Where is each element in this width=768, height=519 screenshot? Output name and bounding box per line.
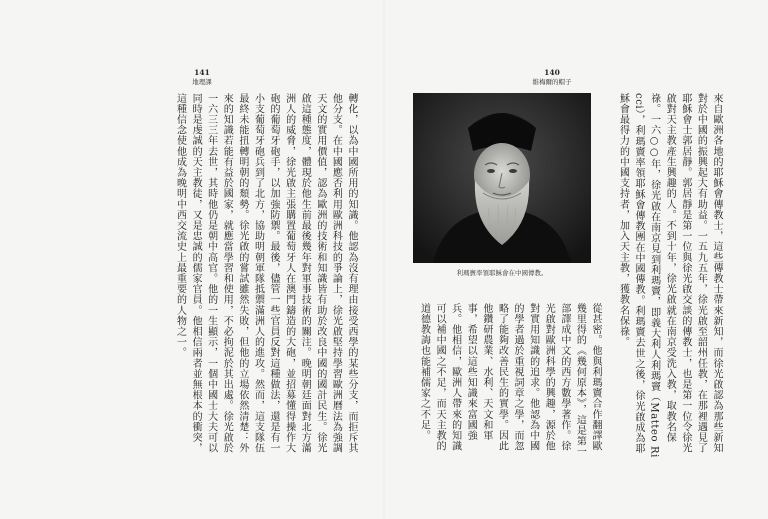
figure-caption: 利瑪竇率領耶穌會在中國傳教。 xyxy=(456,269,548,277)
portrait-illustration xyxy=(413,93,591,263)
right-page xyxy=(385,0,768,519)
right-folio xyxy=(528,68,576,87)
left-folio xyxy=(182,68,222,87)
body-text: 轉化，以為中國所用的知識。他認為沒有理由接受西學的某些分支，而拒斥其他分支。在中國應否利用歐洲科技的爭論上，徐光啟堅持學習歐洲曆法為強調天文的實用價值，認為歐洲的技術和知識皆有助於改良中國的國計民生。徐光啟這種態度，體現於他生前最後幾年對軍事技術的關注。晚明朝廷面對北方滿洲人的威脅，徐光啟主張購置葡萄牙人在澳門鑄造的大砲，並招募懂得操作大砲的葡萄牙砲手，以加強防禦。最後，儘管一些官員反對這種做法，還是有一小支葡萄牙砲兵到了北方，協助明朝軍隊抵禦滿洲人的進攻。然而，這支隊伍最終未能扭轉明朝的頹勢。徐光啟的嘗試雖然失敗，但他的立場依然清楚：外來的知識若能有益於國家，就應當學習和使用，不必拘泥於其出處。徐光啟於一六三三年去世，其時他仍是朝中高官。他的一生顯示，一個中國士大夫可以同時是虔誠的天主教徒，又是忠誠的儒家官員。他相信兩者並無根本的衝突，這種信念使他成為晚明中西交流史上最重要的人物之一。 xyxy=(174,93,357,454)
portrait-figure xyxy=(413,93,591,263)
page-number: 141 xyxy=(194,68,210,77)
page-number: 140 xyxy=(544,68,560,77)
running-head: 地理課 xyxy=(192,78,212,86)
left-page xyxy=(0,0,383,519)
body-text-upper: 來自歐洲各地的耶穌會傳教士，這些傳教士帶來新知，而徐光啟認為那些新知對於中國的振興起大有助益。一五九五年，徐光啟至韶州任教，在那裡遇見了耶穌會士郭居靜。郭居靜是第一位與徐光啟交談的傳教士，也是第一位令徐光啟對天主教產生興趣的人。不到十年，徐光啟就在南京受洗入教，取教名保祿。一六○○年，徐光啟在南京見到利瑪竇，即義大利人利瑪竇（Matteo Ricci），利瑪竇率領耶穌會傳教團在中國傳教。利瑪竇去世之後，徐光啟成為耶穌會最得力的中國支持者，加入天主教，獲教名保祿。 xyxy=(617,93,722,458)
running-head: 維梅爾的帽子 xyxy=(532,78,572,86)
body-text-lower: 從甚密。他與利瑪竇合作翻譯歐幾里得的《幾何原本》，這是第一部譯成中文的西方數學著作。徐光啟對歐洲科學的興趣，源於他對實用知識的追求。他認為中國的學者過於重視詞章之學，而忽略了能夠改善民生的實學。因此他鑽研農業、水利、天文和軍事，希望以這些知識來富國強兵。他相信，歐洲人帶來的知識可以補中國之不足，而天主教的道德教誨也能補儒家之不足。 xyxy=(418,303,601,457)
